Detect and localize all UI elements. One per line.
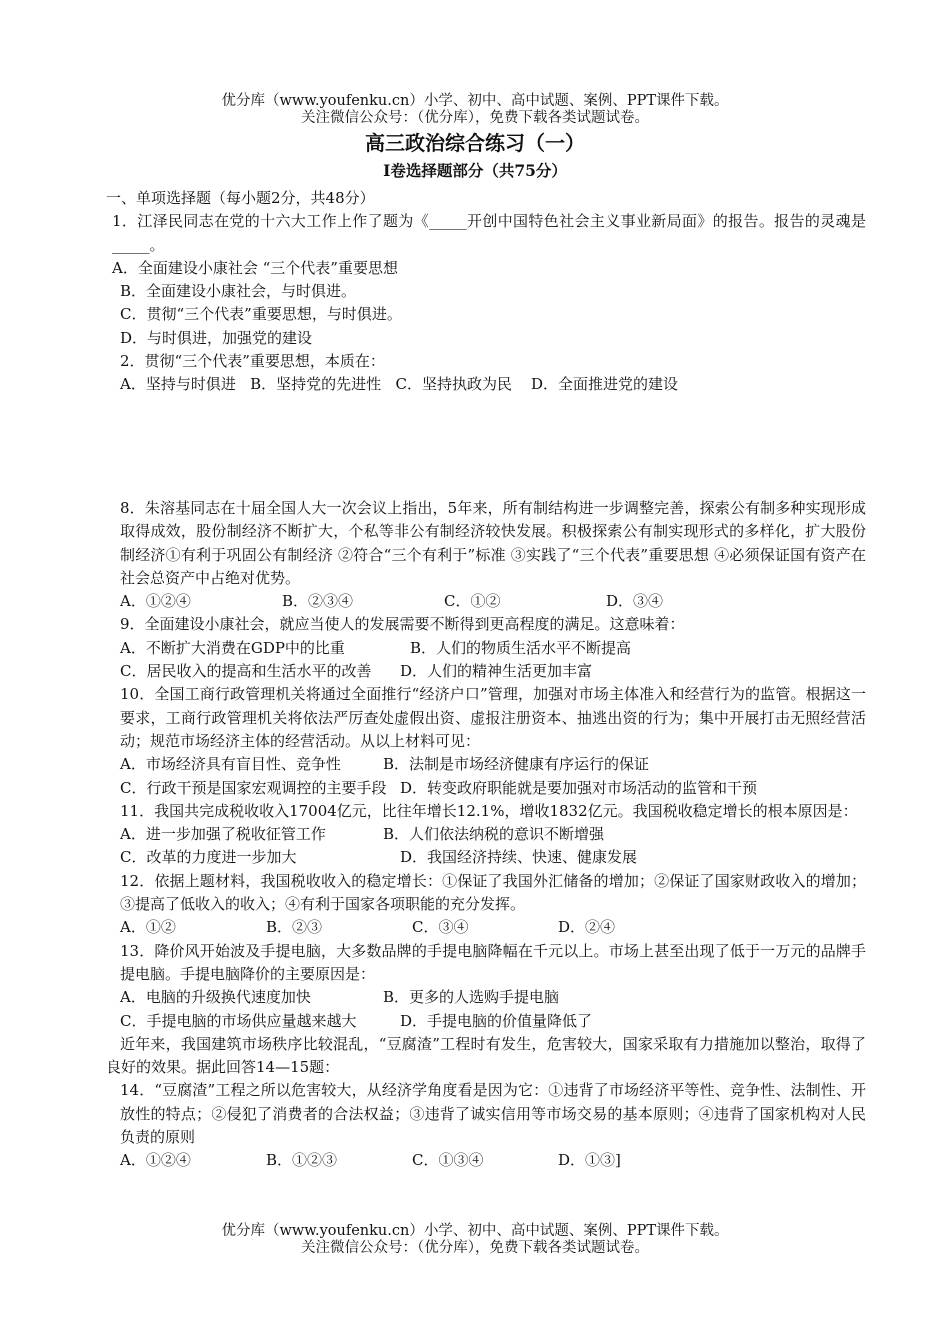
question-12-option-b: B．②③ [266, 918, 323, 937]
questions-block-1 [106, 187, 866, 397]
question-9-option-d: D．人们的精神生活更加丰富 [400, 662, 593, 681]
question-11-option-a: A．进一步加强了税收征管工作 [120, 825, 326, 844]
question-14-option-b: B．①②③ [266, 1151, 338, 1170]
question-10-option-d: D．转变政府职能就是要加强对市场活动的监管和干预 [400, 778, 758, 797]
question-10-options-ab [106, 753, 866, 776]
question-8-options [106, 590, 866, 613]
question-13-option-c: C．手提电脑的市场供应量越来越大 [120, 1011, 357, 1030]
question-13-options-ab [106, 986, 866, 1009]
question-14-option-a: A．①②④ [120, 1151, 191, 1170]
header-line-2: 关注微信公众号：（优分库），免费下载各类试题试卷。 [301, 110, 649, 126]
question-10-option-b: B．法制是市场经济健康有序运行的保证 [383, 755, 650, 774]
question-11-options-cd [106, 846, 866, 869]
question-10-option-c: C．行政干预是国家宏观调控的主要手段 [120, 778, 387, 797]
question-8-option-a: A．①②④ [120, 592, 191, 611]
page-title: 高三政治综合练习（一） [365, 131, 585, 155]
question-1-stem: 1．江泽民同志在党的十六大工作上作了题为《_____开创中国特色社会主义事业新局面》的报告。报告的灵魂是_____。 [112, 212, 866, 254]
question-12-stem: 12．依据上题材料，我国税收收入的稳定增长：①保证了我国外汇储备的增加；②保证了国家财政收入的增加；③提高了低收入的收入；④有利于国家各项职能的充分发挥。 [120, 871, 866, 914]
question-11-option-d: D．我国经济持续、快速、健康发展 [400, 848, 638, 867]
question-1-option-d: D．与时俱进，加强党的建设 [120, 328, 313, 347]
question-8-stem: 8．朱溶基同志在十届全国人大一次会议上指出，5年来，所有制结构进一步调整完善，探索公有制多种实现形成取得成效，股份制经济不断扩大，个私等非公有制经济较快发展。积极探索公有制实现形式的多样化，扩大股份制经济①有利于巩固公有制经济 ②符合“三个有利于”标准 ③实践了“三个代表”重要思想 ④必须保证国有资产在社会总资产中占绝对优势。 [120, 499, 866, 587]
questions-block-2 [106, 497, 866, 1173]
question-13-option-b: B．更多的人选购手提电脑 [383, 988, 560, 1007]
question-8-option-b: B．②③④ [282, 592, 354, 611]
question-14-option-d: D．①③] [558, 1151, 621, 1170]
question-14-option-c: C．①③④ [412, 1151, 484, 1170]
question-9-stem: 9．全面建设小康社会，就应当使人的发展需要不断得到更高程度的满足。这意味着： [120, 615, 685, 634]
question-10-options-cd [106, 777, 866, 800]
question-13-stem: 13．降价风开始波及手提电脑，大多数品牌的手提电脑降幅在千元以上。市场上甚至出现了低于一万元的品牌手提电脑。手提电脑降价的主要原因是： [120, 941, 866, 983]
question-1-option-c: C．贯彻“三个代表”重要思想，与时俱进。 [120, 305, 402, 324]
question-14-stem: 14．“豆腐渣”工程之所以危害较大，从经济学角度看是因为它：①违背了市场经济平等性、竞争性、法制性、开放性的特点；②侵犯了消费者的合法权益；③违背了诚实信用等市场交易的基本原则；④违背了国家机构对人民负责的原则 [120, 1081, 866, 1147]
material-paragraph: 近年来，我国建筑市场秩序比较混乱，“豆腐渣”工程时有发生，危害较大，国家采取有力措施加以整治，取得了良好的效果。据此回答14—15题： [106, 1034, 866, 1077]
question-1-option-b: B．全面建设小康社会，与时俱进。 [120, 282, 357, 301]
question-2-stem: 2．贯彻“三个代表”重要思想，本质在： [120, 352, 385, 371]
page-header [0, 93, 950, 127]
question-8-option-c: C．①② [444, 592, 501, 611]
question-13-options-cd [106, 1010, 866, 1033]
question-12-option-a: A．①② [120, 918, 176, 937]
question-11-options-ab [106, 823, 866, 846]
question-8-option-d: D．③④ [606, 592, 664, 611]
question-2-options: A．坚持与时俱进 B．坚持党的先进性 C．坚持执政为民 D．全面推进党的建设 [120, 375, 679, 394]
question-11-option-b: B．人们依法纳税的意识不断增强 [383, 825, 605, 844]
page-footer [0, 1223, 950, 1257]
footer-line-2: 关注微信公众号：（优分库），免费下载各类试题试卷。 [301, 1240, 649, 1256]
question-9-option-c: C．居民收入的提高和生活水平的改善 [120, 662, 372, 681]
question-1-option-a: A．全面建设小康社会 “三个代表”重要思想 [112, 258, 398, 277]
question-12-option-c: C．③④ [412, 918, 469, 937]
question-10-stem: 10．全国工商行政管理机关将通过全面推行“经济户口”管理，加强对市场主体准入和经营行为的监管。根据这一要求，工商行政管理机关将依法严厉查处虚假出资、虚报注册资本、抽逃出资的行为；集中开展打击无照经营活动；规范市场经济主体的经营活动。从以上材料可见： [120, 685, 866, 750]
question-12-option-d: D．②④ [558, 918, 616, 937]
question-11-stem: 11．我国共完成税收收入17004亿元，比往年增长12.1%，增收1832亿元。我国税收稳定增长的根本原因是： [120, 801, 858, 820]
question-9-options-cd [106, 660, 866, 683]
section-heading: 一、单项选择题（每小题2分，共48分） [106, 189, 375, 207]
question-13-option-d: D．手提电脑的价值量降低了 [400, 1011, 593, 1030]
question-9-option-b: B．人们的物质生活水平不断提高 [410, 638, 632, 657]
footer-line-1: 优分库（www.youfenku.cn）小学、初中、高中试题、案例、PPT课件下载。 [221, 1223, 729, 1239]
question-11-option-c: C．改革的力度进一步加大 [120, 848, 297, 867]
page-subtitle: I卷选择题部分（共75分） [383, 161, 567, 180]
question-14-options [106, 1149, 866, 1172]
question-9-option-a: A．不断扩大消费在GDP中的比重 [120, 638, 345, 657]
question-12-options [106, 916, 866, 939]
question-10-option-a: A．市场经济具有盲目性、竞争性 [120, 755, 341, 774]
question-13-option-a: A．电脑的升级换代速度加快 [120, 988, 311, 1007]
header-line-1: 优分库（www.youfenku.cn）小学、初中、高中试题、案例、PPT课件下载。 [221, 93, 729, 109]
question-9-options-ab [106, 637, 866, 660]
